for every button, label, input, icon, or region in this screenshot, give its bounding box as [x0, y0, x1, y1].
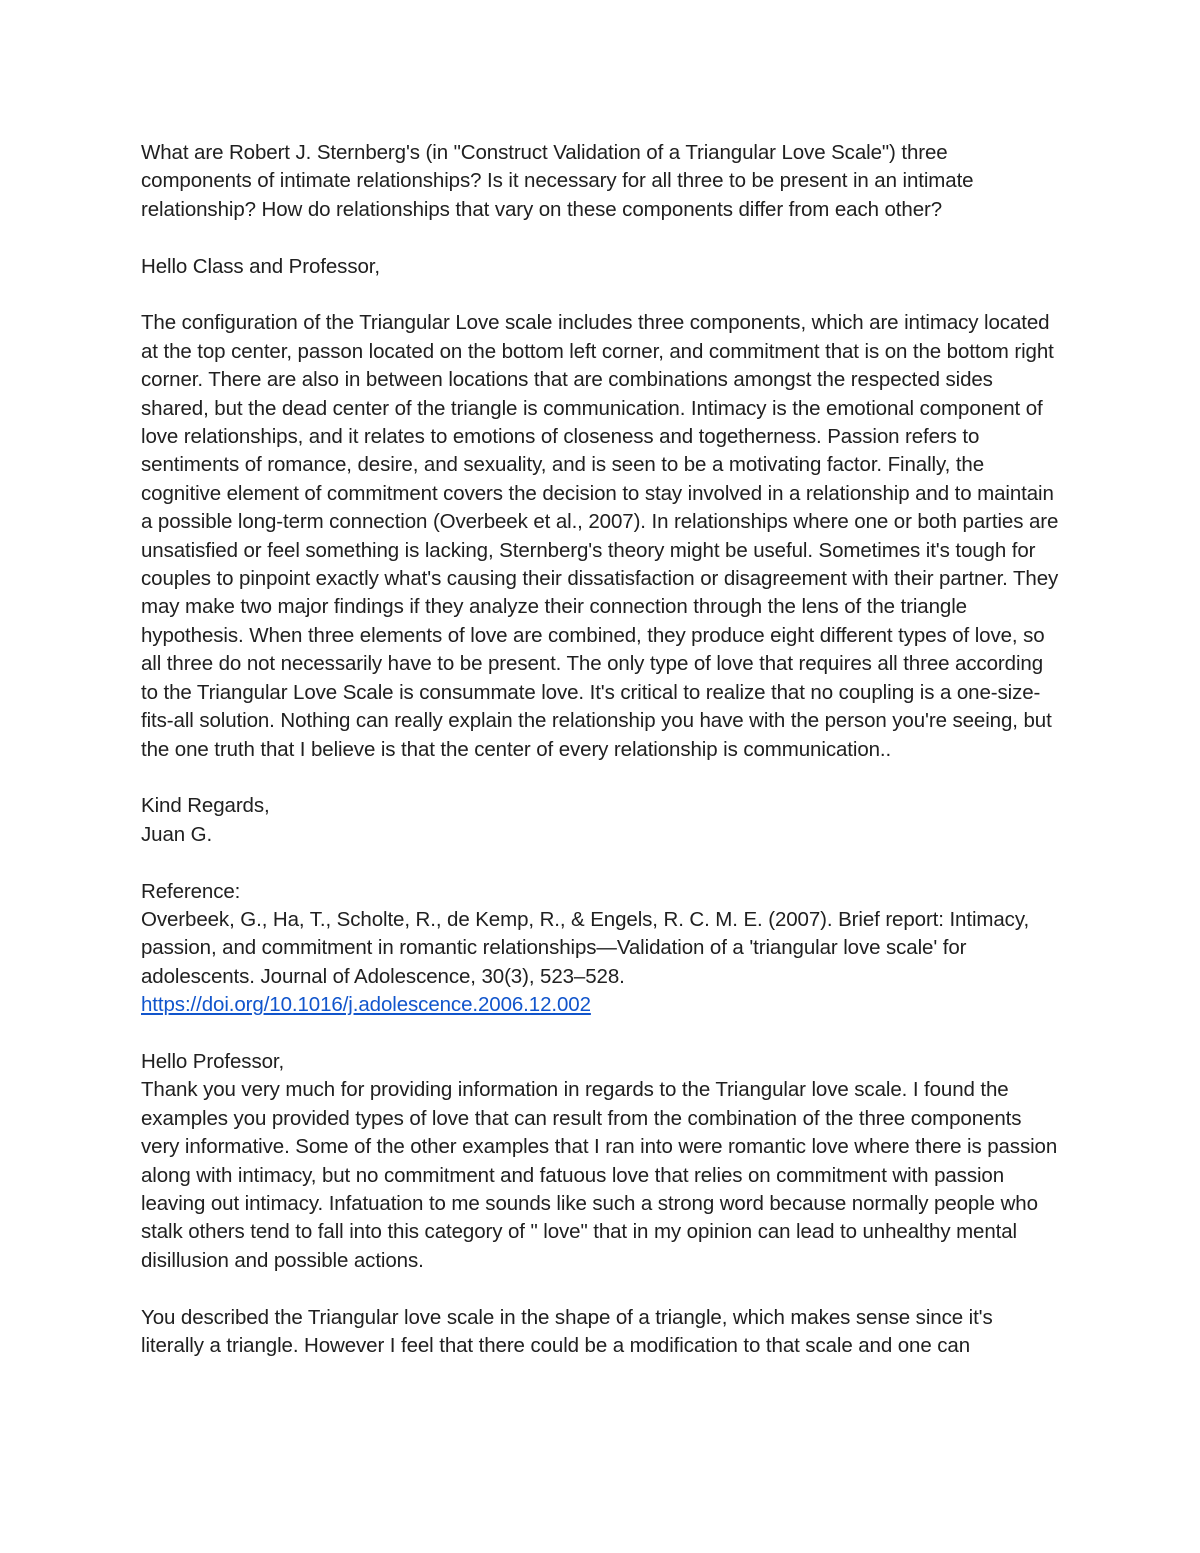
reply-greeting: Hello Professor,: [141, 1049, 285, 1073]
post-closing: Kind Regards,: [141, 794, 270, 818]
post-greeting: Hello Class and Professor,: [141, 254, 380, 278]
reference-citation: Overbeek, G., Ha, T., Scholte, R., de Kemp, R., & Engels, R. C. M. E. (2007). Brief report: Intimacy, passion, and commitment in romantic relationships—Validation of a 'triangular love scale' for adolescents. Journal of Adolescence, 30(3), 523–528.: [141, 907, 1035, 988]
reference-doi-paragraph: [141, 991, 1061, 1019]
post-signature: Juan G.: [141, 822, 213, 846]
document-content: [141, 139, 1064, 1360]
reference-label: Reference:: [141, 879, 241, 903]
reply-paragraph-2: You described the Triangular love scale in the shape of a triangle, which makes sense since it's literally a triangle. However I feel that there could be a modification to that scale and one can: [141, 1305, 999, 1357]
post-body: The configuration of the Triangular Love scale includes three components, which are intimacy located at the top center, passon located on the bottom left corner, and commitment that is on the bottom right corner. There are also in between locations that are combinations amongst the respected sides shared, but the dead center of the triangle is communication. Intimacy is the emotional component of love relationships, and it relates to emotions of closeness and togetherness. Passion refers to sentiments of romance, desire, and sexuality, and is seen to be a motivating factor. Finally, the cognitive element of commitment covers the decision to stay involved in a relationship and to maintain a possible long-term connection (Overbeek et al., 2007). In relationships where one or both parties are unsatisfied or feel something is lacking, Sternberg's theory might be useful. Sometimes it's tough for couples to pinpoint exactly what's causing their dissatisfaction or disagreement with their partner. They may make two major findings if they analyze their connection through the lens of the triangle hypothesis. When three elements of love are combined, they produce eight different types of love, so all three do not necessarily have to be present. The only type of love that requires all three according to the Triangular Love Scale is consummate love. It's critical to realize that no coupling is a one-size-fits-all solution. Nothing can really explain the relationship you have with the person you're seeing, but the one truth that I believe is that the center of every relationship is communication..: [141, 311, 1064, 761]
reply-paragraph-1: Thank you very much for providing information in regards to the Triangular love scale. I found the examples you provided types of love that can result from the combination of the three components very informative. Some of the other examples that I ran into were romantic love where there is passion along with intimacy, but no commitment and fatuous love that relies on commitment with passion leaving out intimacy. Infatuation to me sounds like such a strong word because normally people who stalk others tend to fall into this category of " love" that in my opinion can lead to unhealthy mental disillusion and possible actions.: [141, 1078, 1063, 1272]
doi-link[interactable]: https://doi.org/10.1016/j.adolescence.2006.12.002: [141, 993, 591, 1017]
discussion-question: What are Robert J. Sternberg's (in "Construct Validation of a Triangular Love Scale") three components of intimate relationships? Is it necessary for all three to be present in an intimate relationship? How do relationships that vary on these components differ from each other?: [141, 141, 980, 221]
